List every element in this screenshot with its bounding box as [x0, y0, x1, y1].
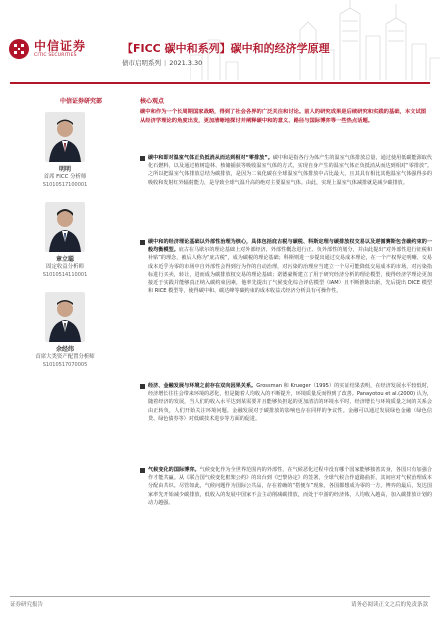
key-point: [140, 466, 432, 507]
analyst-license-code: S1010514110001: [42, 272, 88, 278]
summary-paragraph: 碳中和作为一个长周期国家战略，得到了社会各界的广泛关注和讨论。前人的研究成果是后续研究和实践的基础，本文试图从经济学理论的角度出发，更加清晰地探讨并阐释碳中和的意义、路径与国际博弈等一些热点话题。: [140, 109, 427, 124]
key-point-heading: 碳中和即对温室气体正负抵消从而达到相对“零排放”。: [148, 155, 273, 161]
bullet-square-icon: [140, 156, 145, 161]
key-point-heading: 气候变化的国际博弈。: [148, 467, 200, 473]
key-point: [140, 382, 432, 423]
bullet-square-icon: [140, 240, 145, 245]
footer-report-type: 证券研究报告: [10, 602, 44, 608]
analyst-card: [0, 112, 130, 189]
analyst-role: 固定收益分析师: [46, 264, 84, 270]
key-point-body: 气候变化作为全世界范围内的外部性，在气候恶化过程中没有哪个国家能够独善其身，各国只有加强合作才能共赢。从《联合国气候变化框架公约》的出台到《巴黎协定》的签署，全球气候合作道路曲折，其间应对气候治理成本分配由共识。尽管如此，气候问题作为国际公共品，存在着确的“搭便车”现象，各国都想成为零的一方。博弈的最后，发达国家率先开始减少碳排放，低收入的发展中国家不会主动削减碳排放，而处于中游的经济体，人均收入越高，加入碳排放计划的动力越强。: [148, 467, 432, 506]
analyst-license-code: S1010517100001: [42, 182, 88, 188]
report-title: 【FICC 碳中和系列】碳中和的经济学原理: [122, 42, 330, 55]
citic-logo: [8, 38, 86, 60]
bullet-square-icon: [140, 384, 145, 389]
key-point: [140, 238, 432, 295]
analyst-photo: [45, 112, 85, 162]
logo-chinese-name: 中信证券: [34, 38, 87, 53]
key-point-heading: 碳中和的经济理论基础以外部性治理为核心，具体包括庇古税与碳税、科斯定理与碳排放权交易以及逆循赛斯包含碳约束的一般均衡模型。: [148, 239, 432, 254]
analyst-role: 首席大类资产配置分析师: [35, 354, 95, 360]
report-header: [0, 0, 440, 92]
key-point-body: 庇古在马歇尔的理论基础上对外部经济、外部性概念进行正、负外部性的划分，并由此提出“对外部性进行征税和补贴”的理念，被后人称为“庇古税”，成为碳税的理论基础；科斯则进一步提出通过交易成本理论，在一个产权界定明晰、交易成本近乎为零的市场中自外部性会得到行为作的自动治理，对污染的治理应当建立一个尽可能降低交易成本的市场，对污染指标进行买卖，转让，进而成为碳排放权交易的理论基础；诺德豪斯建立了用于研究经济分析的理论模型，使得经济学理论更加接近于实践并能够真正纳入碳约束因素，他率先提出了气候变化综合评估模型（IAM）且不断推陈出新，先后提出 DICE 模型和 RICE 模型等，使得碳中和、碳达峰等碳约束的成本收益式经济分析具有可操作性。: [148, 247, 432, 295]
header-divider: [10, 82, 430, 84]
analyst-name: 明明: [58, 166, 71, 173]
analyst-card: [0, 202, 130, 279]
analyst-card: [0, 292, 130, 369]
analyst-photo: [45, 202, 85, 252]
bullet-square-icon: [140, 468, 145, 473]
analyst-name: 余经纬: [55, 346, 74, 353]
footer-disclaimer: 请务必阅读正文之后的免责条款: [350, 602, 428, 608]
section-title: 核心观点: [140, 98, 165, 105]
analyst-role: 首席 FICC 分析师: [43, 174, 87, 180]
key-point-body: Grossman 和 Krueger（1995）的实证结果表明，在经济发展水平较低时，经济增长往往会带来环境的恶化，但是随着人均收入的不断提升，环境质量反而得到了改善。Panayotou et al.(2000) 认为，随着经济的发展，当人们的收入水平达到某需要并且能够负担起的更加清洁的环境水平时，经济增长与环境质量之间的关系会由正转负，人们开始关注环境问题。金融发展对于碳排放的影响也存在同样的争议性。金融可以通过发展绿色金融（绿色信贷、绿色债券等）对低碳技术进步等方面的促进。: [148, 383, 432, 422]
footer-divider: [10, 596, 430, 597]
key-point: [140, 154, 432, 187]
report-date: 2021.3.30: [169, 59, 203, 67]
series-name: 债市启明系列: [122, 59, 161, 67]
key-point-body: 碳中和是指各行为体产生的温室气体排放总量，通过使用低碳能源取代化石燃料，以及通过植树造林、核储捕获等吸收温室气体的方式，实现自身产生的温室气体正负抵消从而达到相对“零排放”。之所以把温室气体排放总结为碳排放，是因为二氧化碳在全球温室气体排放中占比最大，且其具有相比其他温室气体强得多的吸收和发射红外辐射能力，是导致全球气温升高的绝对主要温室气体。由此，实现上温室气体减排就是减少碳排放。: [148, 155, 432, 186]
research-team-title: 中信证券研究部: [60, 98, 103, 105]
logo-english-name: CITIC SECURITIES: [34, 52, 77, 58]
citic-logo-icon: [8, 38, 30, 60]
analyst-license-code: S1010517070005: [42, 362, 88, 368]
analyst-name: 章立聪: [55, 256, 74, 263]
analyst-photo: [45, 292, 85, 342]
report-subtitle: 债市启明系列 | 2021.3.30: [122, 59, 203, 67]
key-point-heading: 经济、金融发展与环境之前存在双向因果关系。: [148, 383, 257, 389]
